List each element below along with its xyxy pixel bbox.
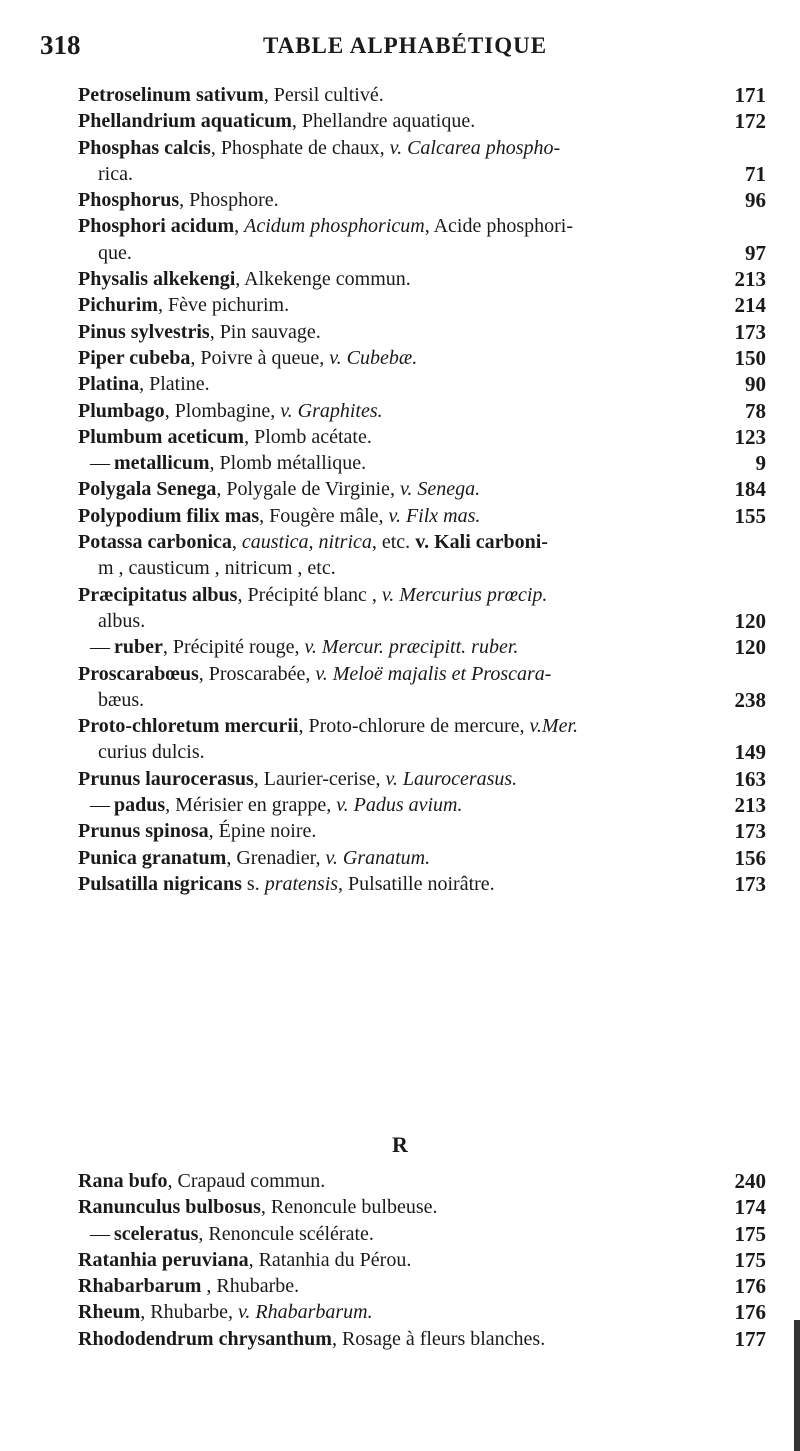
entry-french-name: , Crapaud commun. <box>167 1170 326 1192</box>
entry-line <box>78 661 708 687</box>
index-entry <box>78 871 766 897</box>
entry-latin-name: padus <box>114 794 166 817</box>
entry-page-number: 97 <box>745 240 766 265</box>
index-entry <box>78 292 766 318</box>
entry-page-number: 71 <box>745 161 766 186</box>
index-entry <box>78 634 766 660</box>
entry-latin-name: Platina <box>78 373 140 396</box>
entry-page-number: 96 <box>745 188 766 213</box>
entry-line <box>78 450 708 476</box>
entry-line <box>78 845 708 871</box>
entry-page-number: 176 <box>734 1300 766 1325</box>
index-entry <box>78 792 766 818</box>
entry-page-number: 150 <box>734 345 766 370</box>
page-edge-shadow <box>794 1320 800 1451</box>
entry-reference: v. Granatum. <box>325 846 431 869</box>
entry-latin-name: Rheum <box>78 1301 141 1324</box>
entry-french-name: , Poivre à queue, <box>190 346 330 369</box>
entry-french-name: , Renoncule bulbeuse. <box>260 1196 438 1219</box>
entry-latin-name: Phosphori acidum <box>78 215 235 238</box>
index-entry <box>78 187 766 213</box>
entry-line <box>78 108 708 134</box>
entry-reference: v. Senega. <box>399 478 481 501</box>
entry-line <box>78 213 708 239</box>
entry-latin-name: Rhododendrum chrysanthum <box>78 1327 332 1350</box>
entry-reference: v. Graphites. <box>280 399 383 422</box>
entry-french-name: , Fougère mâle, <box>259 504 389 527</box>
entry-line <box>78 135 708 161</box>
entry-latin-name: Punica granatum <box>78 846 227 869</box>
entry-page-number: 120 <box>734 635 766 660</box>
entry-reference: Acidum phosphoricum <box>244 215 425 238</box>
entry-continuation: albus. <box>98 609 146 632</box>
entry-latin-name: Phosphas calcis <box>78 136 211 159</box>
entry-french-name: , Renoncule scélérate. <box>198 1222 374 1245</box>
index-entry <box>78 371 766 397</box>
entry-page-number: 175 <box>734 1221 766 1246</box>
entry-french-name: , Ratanhia du Pérou. <box>248 1248 412 1271</box>
entry-page-number: 90 <box>745 372 766 397</box>
entry-french-name: , Rhubarbe, <box>140 1301 238 1324</box>
entry-continuation: curius dulcis. <box>98 741 205 764</box>
index-entry <box>78 1221 766 1247</box>
entry-page-number: 173 <box>734 871 766 896</box>
index-entry <box>78 1299 766 1325</box>
index-entry <box>78 213 766 266</box>
index-entry <box>78 398 766 424</box>
entry-line <box>78 503 708 529</box>
entry-french-name: , Plomb acétate. <box>244 425 372 448</box>
entry-french-name: , Grenadier, <box>226 846 326 869</box>
entry-line <box>78 292 708 318</box>
index-entry <box>78 818 766 844</box>
index-entry <box>78 1247 766 1273</box>
entry-line <box>78 713 708 739</box>
entry-continuation: bæus. <box>98 688 145 711</box>
entry-page-number: 78 <box>745 398 766 423</box>
entry-page-number: 173 <box>734 319 766 344</box>
entry-page-number: 184 <box>734 477 766 502</box>
index-entry <box>78 1168 766 1194</box>
entry-continuation: que. <box>98 241 132 264</box>
entry-reference: v. Meloë majalis et Proscara- <box>315 662 552 685</box>
index-entry <box>78 266 766 292</box>
dash-mark: — <box>90 452 110 475</box>
entry-reference: v. Rhabarbarum. <box>238 1301 373 1324</box>
entry-reference: v. Mercur. præcipitt. ruber. <box>304 636 519 659</box>
entry-line <box>78 818 708 844</box>
entry-line <box>78 187 708 213</box>
index-entry <box>78 713 766 766</box>
entry-french-name: , Pin sauvage. <box>209 320 321 343</box>
entry-line <box>78 398 708 424</box>
entry-latin-name: Polygala Senega <box>78 478 217 501</box>
entry-latin-name: Petroselinum sativum <box>78 84 264 106</box>
entry-page-number: 172 <box>734 109 766 134</box>
entry-line <box>78 582 708 608</box>
entry-line <box>78 1326 708 1352</box>
entry-page-number: 156 <box>734 845 766 870</box>
entry-latin-name: Phosphorus <box>78 189 180 212</box>
entry-page-number: 176 <box>734 1274 766 1299</box>
entry-page-number: 238 <box>734 687 766 712</box>
entry-latin-name: Rhabarbarum <box>78 1275 202 1298</box>
entry-latin-name: ruber <box>114 636 163 659</box>
entry-line <box>78 1221 708 1247</box>
entry-french-name: , <box>234 215 245 238</box>
index-entry <box>78 135 766 188</box>
index-entry <box>78 766 766 792</box>
entry-page-number: 9 <box>755 451 766 476</box>
entry-line <box>78 1194 708 1220</box>
entry-latin-name: sceleratus <box>114 1222 199 1245</box>
entry-reference: pratensis <box>264 872 339 895</box>
index-entry <box>78 424 766 450</box>
entry-latin-name: Proto-chloretum mercurii <box>78 715 299 738</box>
entry-line <box>78 792 708 818</box>
entry-page-number: 120 <box>734 608 766 633</box>
entry-line <box>78 766 708 792</box>
index-entry <box>78 1194 766 1220</box>
entry-latin-name: Potassa carbonica <box>78 531 232 554</box>
entry-latin-name: Pichurim <box>78 294 158 317</box>
entry-text: , Pulsatille noirâtre. <box>338 872 495 895</box>
index-list-p <box>78 82 766 897</box>
entry-french-name: , Rosage à fleurs blanches. <box>331 1327 546 1350</box>
entry-line <box>78 634 708 660</box>
entry-text: , etc. <box>371 531 416 554</box>
entry-reference: v. Calcarea phospho- <box>389 136 561 159</box>
entry-line <box>78 1273 708 1299</box>
entry-french-name: , <box>231 531 242 554</box>
entry-french-name: , Mérisier en grappe, <box>165 794 337 817</box>
entry-reference: caustica, nitrica <box>241 531 372 554</box>
entry-french-name: , Précipité blanc , <box>237 583 382 606</box>
entry-french-name: , Laurier-cerise, <box>253 767 386 790</box>
entry-latin-name: Ranunculus bulbosus <box>78 1196 261 1219</box>
entry-french-name: s. <box>241 872 265 895</box>
entry-continuation: rica. <box>98 162 133 185</box>
entry-line <box>78 476 708 502</box>
entry-page-number: 155 <box>734 503 766 528</box>
entry-french-name: , Plomb métallique. <box>209 452 367 475</box>
entry-page-number: 174 <box>734 1195 766 1220</box>
entry-line <box>78 345 708 371</box>
entry-line <box>78 871 708 897</box>
entry-reference: v. Kali carboni- <box>415 531 548 554</box>
entry-reference: v. Padus avium. <box>336 794 463 817</box>
entry-line <box>78 424 708 450</box>
entry-line <box>78 319 708 345</box>
index-entry <box>78 529 766 582</box>
entry-page-number: 175 <box>734 1247 766 1272</box>
dash-mark: — <box>90 794 110 817</box>
entry-french-name: , Phellandre aquatique. <box>291 110 476 133</box>
entry-latin-name: Plumbago <box>78 399 165 422</box>
entry-latin-name: Pulsatilla nigricans <box>78 872 242 895</box>
entry-french-name: , Rhubarbe. <box>201 1275 300 1298</box>
entry-page-number: 213 <box>734 793 766 818</box>
index-entry <box>78 661 766 714</box>
index-entry <box>78 845 766 871</box>
entry-line <box>78 1168 708 1194</box>
entry-line <box>78 266 708 292</box>
page-header <box>40 30 770 70</box>
entry-latin-name: Ratanhia peruviana <box>78 1248 249 1271</box>
entry-reference: v. Mercurius prœcip. <box>381 583 548 606</box>
entry-reference: v.Mer. <box>529 715 579 738</box>
index-entry <box>78 476 766 502</box>
entry-line <box>78 1299 708 1325</box>
index-entry <box>78 345 766 371</box>
entry-continuation: m , causticum , nitricum , etc. <box>98 557 336 580</box>
entry-french-name: , Plombagine, <box>164 399 281 422</box>
page-number: 318 <box>40 30 81 60</box>
entry-page-number: 213 <box>734 267 766 292</box>
entry-french-name: , Phosphore. <box>179 189 279 212</box>
entry-latin-name: Prunus spinosa <box>78 820 209 843</box>
entry-line <box>78 1247 708 1273</box>
entry-reference: v. Cubebæ. <box>329 346 418 369</box>
entry-french-name: , Proscarabée, <box>198 662 316 685</box>
entry-line <box>78 371 708 397</box>
entry-latin-name: Rana bufo <box>78 1170 168 1192</box>
entry-reference: v. Laurocerasus. <box>385 767 518 790</box>
index-entry <box>78 1326 766 1352</box>
entry-latin-name: metallicum <box>114 452 210 475</box>
entry-latin-name: Phellandrium aquaticum <box>78 110 292 133</box>
entry-page-number: 163 <box>734 766 766 791</box>
entry-french-name: , Proto-chlorure de mercure, <box>298 715 530 738</box>
entry-french-name: , Platine. <box>139 373 210 396</box>
index-entry <box>78 319 766 345</box>
index-entry <box>78 108 766 134</box>
index-entry <box>78 503 766 529</box>
index-entry <box>78 582 766 635</box>
entry-latin-name: Proscarabœus <box>78 662 199 685</box>
entry-page-number: 149 <box>734 740 766 765</box>
index-entry <box>78 450 766 476</box>
entry-page-number: 123 <box>734 424 766 449</box>
entry-page-number: 173 <box>734 819 766 844</box>
entry-line <box>78 529 708 555</box>
entry-text: , Acide phosphori- <box>424 215 574 238</box>
entry-page-number: 214 <box>734 293 766 318</box>
page-title: TABLE ALPHABÉTIQUE <box>262 33 548 58</box>
entry-latin-name: Piper cubeba <box>78 346 191 369</box>
entry-french-name: , Alkekenge commun. <box>235 268 411 291</box>
dash-mark: — <box>90 1222 110 1245</box>
entry-french-name: , Épine noire. <box>208 820 317 843</box>
entry-latin-name: Pinus sylvestris <box>78 320 210 343</box>
index-list-r <box>78 1168 766 1352</box>
entry-french-name: , Phosphate de chaux, <box>210 136 390 159</box>
index-entry <box>78 1273 766 1299</box>
entry-latin-name: Præcipitatus albus <box>78 583 238 606</box>
section-heading-r: R <box>392 1132 408 1157</box>
entry-latin-name: Prunus laurocerasus <box>78 767 254 790</box>
entry-french-name: , Persil cultivé. <box>263 84 384 106</box>
entry-reference: v. Filx mas. <box>388 504 481 527</box>
dash-mark: — <box>90 636 110 659</box>
entry-latin-name: Plumbum aceticum <box>78 425 245 448</box>
entry-page-number: 171 <box>734 83 766 107</box>
entry-french-name: , Précipité rouge, <box>162 636 305 659</box>
entry-latin-name: Physalis alkekengi <box>78 268 236 291</box>
index-entry <box>78 82 766 108</box>
entry-page-number: 240 <box>734 1169 766 1193</box>
entry-french-name: , Fève pichurim. <box>158 294 290 317</box>
entry-latin-name: Polypodium filix mas <box>78 504 260 527</box>
entry-line <box>78 82 708 108</box>
entry-french-name: , Polygale de Virginie, <box>216 478 400 501</box>
entry-page-number: 177 <box>734 1326 766 1351</box>
